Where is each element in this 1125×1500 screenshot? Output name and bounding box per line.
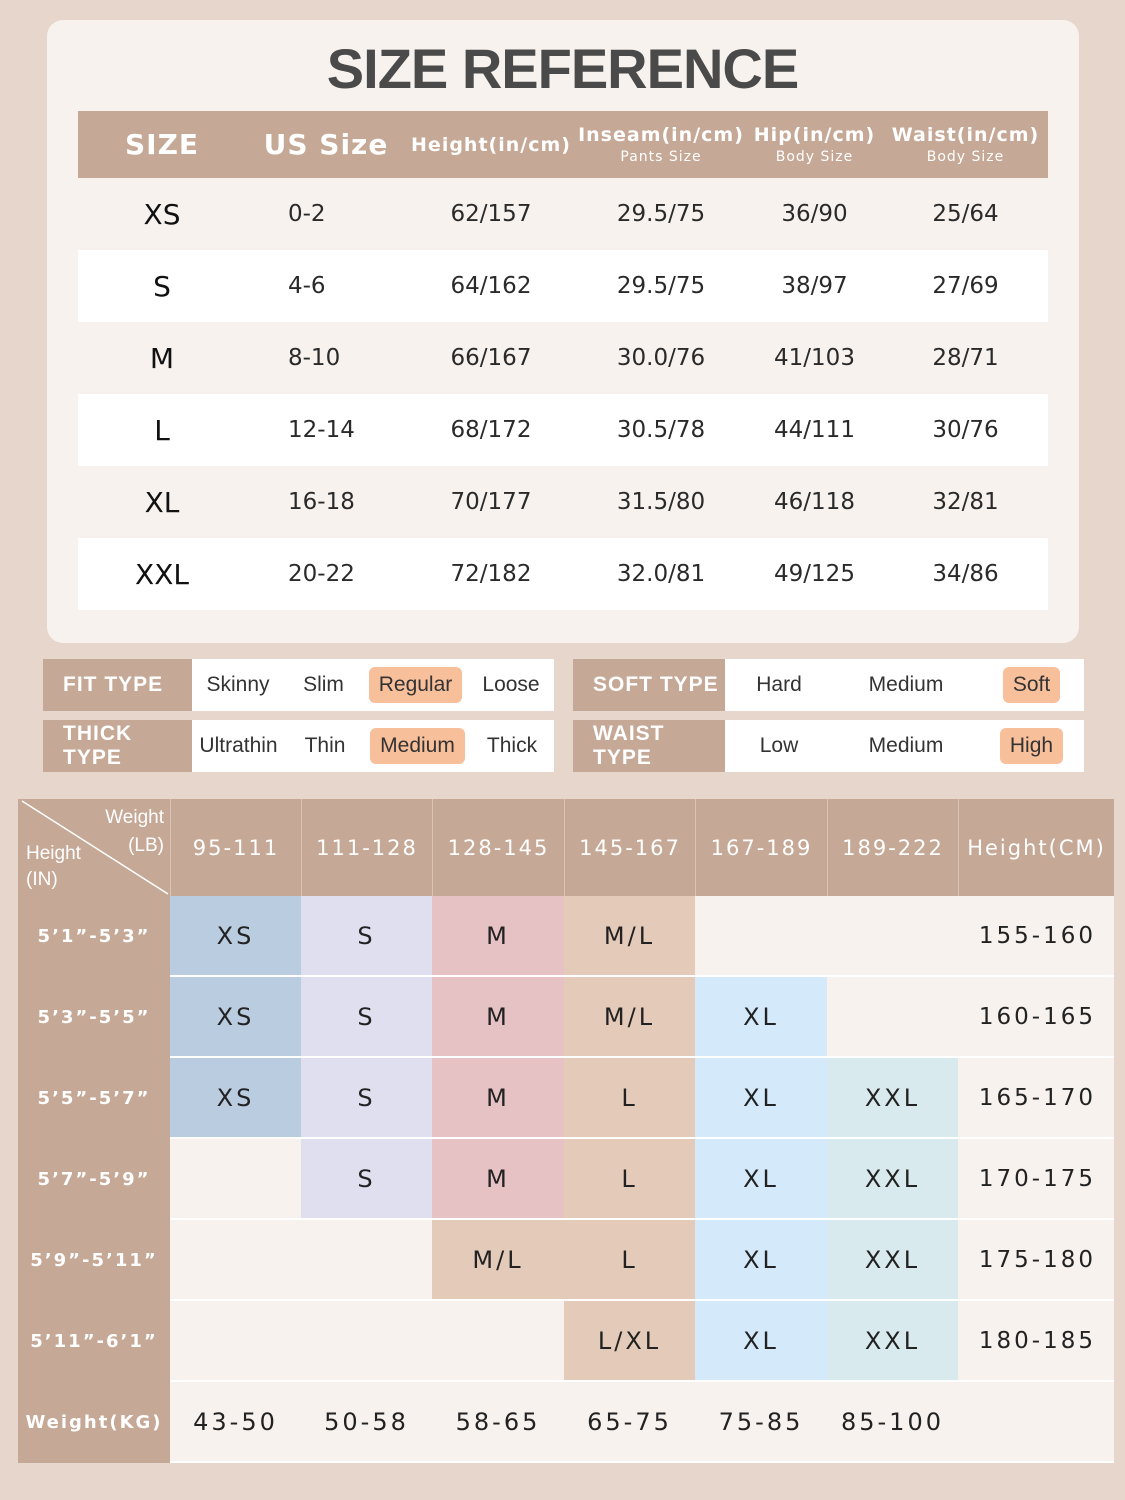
waist-option bbox=[725, 720, 833, 772]
size-table-cell: 0-2 bbox=[288, 201, 326, 227]
thick-option bbox=[365, 720, 470, 772]
size-cell: XS bbox=[170, 896, 301, 977]
size-cell bbox=[301, 1301, 432, 1382]
size-table-cell: 4-6 bbox=[246, 250, 406, 322]
size-table bbox=[78, 111, 1048, 610]
height-range-label: 5’7”-5’9” bbox=[18, 1139, 170, 1220]
header-label: US Size bbox=[263, 128, 389, 161]
size-table-cell: 70/177 bbox=[450, 489, 532, 515]
option-label: Medium bbox=[868, 673, 944, 696]
option-label: Slim bbox=[303, 673, 344, 696]
header-sublabel: Body Size bbox=[775, 149, 854, 165]
size-table-cell: 8-10 bbox=[288, 345, 341, 371]
weight-range-header: 167-189 bbox=[695, 799, 827, 896]
weight-kg-empty bbox=[958, 1382, 1114, 1463]
height-cm-cell: 155-160 bbox=[958, 896, 1114, 977]
size-table-header bbox=[406, 111, 576, 178]
size-table-cell: 44/111 bbox=[746, 394, 883, 466]
size-cell: M bbox=[432, 1058, 564, 1139]
size-table-cell: 31.5/80 bbox=[616, 489, 706, 515]
size-table-header bbox=[246, 111, 406, 178]
size-table-cell: 12-14 bbox=[246, 394, 406, 466]
size-cell bbox=[170, 1139, 301, 1220]
size-table-cell: 27/69 bbox=[883, 250, 1048, 322]
height-cm-cell: 165-170 bbox=[958, 1058, 1114, 1139]
size-table-cell: 30.5/78 bbox=[576, 394, 746, 466]
size-cell bbox=[827, 896, 958, 977]
size-table-cell: 72/182 bbox=[406, 538, 576, 610]
option-label: Thick bbox=[486, 734, 538, 757]
size-cell: S bbox=[301, 1058, 432, 1139]
header-label: Height(in/cm) bbox=[411, 133, 571, 156]
size-table-cell: 46/118 bbox=[774, 489, 855, 515]
size-table-cell: XXL bbox=[78, 538, 246, 610]
size-table-cell: 41/103 bbox=[774, 345, 855, 371]
waist-option bbox=[979, 720, 1084, 772]
size-cell: M/L bbox=[564, 896, 695, 977]
weight-height-corner bbox=[18, 799, 170, 896]
size-cell bbox=[170, 1220, 301, 1301]
fit-type-box bbox=[41, 657, 556, 713]
size-table-cell: XL bbox=[144, 485, 180, 519]
header-sublabel: Body Size bbox=[926, 149, 1005, 165]
weight-range-header: 128-145 bbox=[432, 799, 564, 896]
size-table-cell: 36/90 bbox=[781, 201, 848, 227]
size-table-cell: 38/97 bbox=[746, 250, 883, 322]
size-cell bbox=[695, 896, 827, 977]
fit-option bbox=[284, 659, 363, 711]
size-cell: S bbox=[301, 1139, 432, 1220]
page-title: SIZE REFERENCE bbox=[326, 37, 799, 100]
soft-type-label: SOFT TYPE bbox=[573, 659, 725, 711]
size-table-cell: 25/64 bbox=[932, 201, 999, 227]
waist-type-box bbox=[571, 718, 1086, 774]
soft-option bbox=[725, 659, 833, 711]
size-cell: M bbox=[432, 1139, 564, 1220]
size-cell: L bbox=[564, 1139, 695, 1220]
size-table-cell: L bbox=[78, 394, 246, 466]
size-table-cell: 16-18 bbox=[288, 489, 355, 515]
option-label: Hard bbox=[756, 673, 802, 696]
size-table-header bbox=[883, 111, 1048, 178]
fit-option bbox=[192, 659, 284, 711]
size-cell: XXL bbox=[827, 1139, 958, 1220]
size-table-cell: 32.0/81 bbox=[576, 538, 746, 610]
height-range-label: 5’5”-5’7” bbox=[18, 1058, 170, 1139]
weight-range-header: 189-222 bbox=[827, 799, 958, 896]
size-cell: XXL bbox=[827, 1058, 958, 1139]
weight-kg-cell: 50-58 bbox=[301, 1382, 432, 1463]
size-table-cell: 32/81 bbox=[932, 489, 999, 515]
weight-height-table bbox=[18, 799, 1114, 1463]
size-cell bbox=[432, 1301, 564, 1382]
soft-option bbox=[833, 659, 979, 711]
thick-type-label: THICK TYPE bbox=[43, 720, 192, 772]
size-table-cell: 68/172 bbox=[406, 394, 576, 466]
size-table-cell: 29.5/75 bbox=[616, 201, 706, 227]
size-table-cell: 29.5/75 bbox=[576, 250, 746, 322]
height-range-label: 5’3”-5’5” bbox=[18, 977, 170, 1058]
size-cell bbox=[827, 977, 958, 1058]
header-label: Hip(in/cm) bbox=[753, 124, 876, 146]
option-label: Skinny bbox=[206, 673, 270, 696]
header-label: Inseam(in/cm) bbox=[578, 124, 744, 146]
thick-option bbox=[470, 720, 554, 772]
size-table-cell: 62/157 bbox=[450, 201, 532, 227]
header-sublabel: Pants Size bbox=[620, 149, 702, 165]
size-table-cell: 28/71 bbox=[932, 345, 999, 371]
height-unit-label: (IN) bbox=[26, 869, 58, 890]
size-table-cell: 49/125 bbox=[746, 538, 883, 610]
size-table-cell: M bbox=[149, 341, 175, 375]
height-axis-label: Height bbox=[26, 843, 81, 864]
size-cell: XS bbox=[170, 977, 301, 1058]
size-cell: XL bbox=[695, 1058, 827, 1139]
height-cm-cell: 180-185 bbox=[958, 1301, 1114, 1382]
weight-unit-label: (LB) bbox=[128, 835, 164, 856]
size-cell: S bbox=[301, 896, 432, 977]
fit-option bbox=[363, 659, 468, 711]
thick-option bbox=[285, 720, 365, 772]
size-table-cell: XS bbox=[143, 197, 181, 231]
height-cm-cell: 175-180 bbox=[958, 1220, 1114, 1301]
weight-kg-cell: 85-100 bbox=[827, 1382, 958, 1463]
option-label: Regular bbox=[369, 667, 463, 703]
height-cm-header: Height(CM) bbox=[958, 799, 1114, 896]
option-label: Loose bbox=[482, 673, 540, 696]
height-cm-cell: 170-175 bbox=[958, 1139, 1114, 1220]
size-table-header bbox=[78, 111, 246, 178]
weight-kg-cell: 43-50 bbox=[170, 1382, 301, 1463]
size-cell: XS bbox=[170, 1058, 301, 1139]
option-label: Medium bbox=[868, 734, 944, 757]
option-label: Soft bbox=[1003, 667, 1060, 703]
size-table-header bbox=[746, 111, 883, 178]
soft-type-box bbox=[571, 657, 1086, 713]
header-label: SIZE bbox=[124, 128, 199, 161]
weight-kg-label: Weight(KG) bbox=[18, 1382, 170, 1463]
height-cm-cell: 160-165 bbox=[958, 977, 1114, 1058]
size-cell: XL bbox=[695, 1220, 827, 1301]
size-table-cell: 64/162 bbox=[406, 250, 576, 322]
weight-kg-cell: 58-65 bbox=[432, 1382, 564, 1463]
size-cell: L bbox=[564, 1220, 695, 1301]
size-table-cell: 66/167 bbox=[450, 345, 532, 371]
waist-option bbox=[833, 720, 979, 772]
thick-option bbox=[192, 720, 285, 772]
fit-option bbox=[468, 659, 554, 711]
size-table-cell: 30/76 bbox=[883, 394, 1048, 466]
size-cell: M/L bbox=[432, 1220, 564, 1301]
weight-range-header: 95-111 bbox=[170, 799, 301, 896]
size-table-header bbox=[576, 111, 746, 178]
option-label: Thin bbox=[304, 734, 346, 757]
size-cell: XXL bbox=[827, 1220, 958, 1301]
size-cell: M/L bbox=[564, 977, 695, 1058]
option-label: Ultrathin bbox=[199, 734, 278, 757]
height-range-label: 5’11”-6’1” bbox=[18, 1301, 170, 1382]
option-label: Low bbox=[759, 734, 799, 757]
size-cell: L/XL bbox=[564, 1301, 695, 1382]
size-cell bbox=[301, 1220, 432, 1301]
size-cell: XL bbox=[695, 977, 827, 1058]
size-cell bbox=[170, 1301, 301, 1382]
thick-type-box bbox=[41, 718, 556, 774]
weight-kg-cell: 65-75 bbox=[564, 1382, 695, 1463]
size-cell: XXL bbox=[827, 1301, 958, 1382]
size-cell: XL bbox=[695, 1301, 827, 1382]
option-label: High bbox=[1000, 728, 1063, 764]
size-table-cell: 34/86 bbox=[883, 538, 1048, 610]
height-range-label: 5’9”-5’11” bbox=[18, 1220, 170, 1301]
size-cell: M bbox=[432, 896, 564, 977]
waist-type-label: WAIST TYPE bbox=[573, 720, 725, 772]
header-label: Waist(in/cm) bbox=[891, 124, 1040, 146]
weight-kg-cell: 75-85 bbox=[695, 1382, 827, 1463]
size-table-cell: 30.0/76 bbox=[616, 345, 706, 371]
height-range-label: 5’1”-5’3” bbox=[18, 896, 170, 977]
option-label: Medium bbox=[370, 728, 465, 764]
fit-type-label: FIT TYPE bbox=[43, 659, 192, 711]
size-cell: XL bbox=[695, 1139, 827, 1220]
weight-range-header: 145-167 bbox=[564, 799, 695, 896]
size-cell: S bbox=[301, 977, 432, 1058]
weight-axis-label: Weight bbox=[105, 807, 164, 828]
size-table-cell: S bbox=[78, 250, 246, 322]
size-table-cell: 20-22 bbox=[246, 538, 406, 610]
size-cell: M bbox=[432, 977, 564, 1058]
soft-option bbox=[979, 659, 1084, 711]
size-cell: L bbox=[564, 1058, 695, 1139]
weight-range-header: 111-128 bbox=[301, 799, 432, 896]
